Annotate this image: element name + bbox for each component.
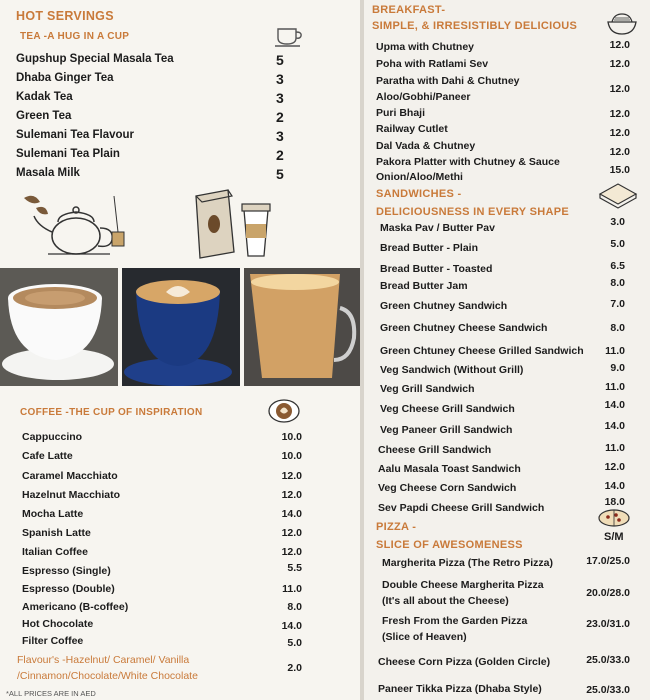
sandwich-item-name: Veg Sandwich (Without Grill) bbox=[380, 364, 524, 376]
sandwich-item-name: Veg Grill Sandwich bbox=[380, 383, 475, 395]
breakfast-bowl-icon bbox=[604, 8, 640, 38]
sandwich-item-price: 8.0 bbox=[610, 322, 625, 334]
tea-item-name: Masala Milk bbox=[16, 167, 80, 179]
sandwich-item-name: Sev Papdi Cheese Grill Sandwich bbox=[378, 502, 545, 514]
flavour-line-1: Flavour's -Hazelnut/ Caramel/ Vanilla bbox=[17, 654, 190, 666]
sandwich-item-name: Bread Butter Jam bbox=[380, 280, 468, 292]
price-footnote: *ALL PRICES ARE IN AED bbox=[6, 689, 96, 698]
latte-art-icon bbox=[266, 398, 302, 424]
pizza-item-name: Margherita Pizza (The Retro Pizza) bbox=[382, 557, 553, 569]
tea-item-price: 5 bbox=[276, 52, 284, 68]
sandwiches-title: SANDWICHES - bbox=[376, 188, 462, 200]
breakfast-subtitle: SIMPLE, & IRRESISTIBLY DELICIOUS bbox=[372, 20, 578, 32]
sandwich-item-price: 9.0 bbox=[610, 362, 625, 374]
sandwich-item-name: Bread Butter - Toasted bbox=[380, 263, 493, 275]
pizza-item-name-2: (Slice of Heaven) bbox=[382, 631, 467, 643]
sandwich-item-price: 11.0 bbox=[605, 345, 625, 357]
coffee-item-name: Hazelnut Macchiato bbox=[22, 489, 121, 501]
tea-item-name: Gupshup Special Masala Tea bbox=[16, 53, 174, 65]
coffee-item-price: 5.0 bbox=[287, 637, 302, 649]
sandwich-item-name: Cheese Grill Sandwich bbox=[378, 444, 492, 456]
sandwich-item-price: 14.0 bbox=[604, 480, 625, 492]
pizza-item-name-2: (It's all about the Cheese) bbox=[382, 595, 509, 607]
pizza-item-price: 25.0/33.0 bbox=[586, 654, 630, 666]
tea-item-price: 3 bbox=[276, 128, 284, 144]
coffee-item-price: 11.0 bbox=[282, 583, 302, 595]
latte-art-photo bbox=[122, 268, 240, 386]
breakfast-item-name: Pakora Platter with Chutney & Sauce bbox=[376, 156, 560, 168]
tea-item-price: 3 bbox=[276, 90, 284, 106]
sandwich-item-price: 8.0 bbox=[610, 277, 625, 289]
pizza-item-name: Cheese Corn Pizza (Golden Circle) bbox=[378, 656, 551, 668]
coffee-item-price: 12.0 bbox=[281, 527, 302, 539]
breakfast-item-price: 12.0 bbox=[609, 146, 630, 158]
sandwich-item-name: Maska Pav / Butter Pav bbox=[380, 222, 495, 234]
breakfast-item-price: 12.0 bbox=[609, 39, 630, 51]
tea-item-price: 3 bbox=[276, 71, 284, 87]
breakfast-item-name: Puri Bhaji bbox=[376, 107, 426, 119]
sandwich-item-price: 3.0 bbox=[610, 216, 625, 228]
coffee-item-name: Caramel Macchiato bbox=[22, 470, 118, 482]
coffee-item-price: 14.0 bbox=[281, 508, 302, 520]
tea-subtitle: TEA -A HUG IN A CUP bbox=[20, 31, 130, 42]
pizza-size-label: S/M bbox=[604, 531, 624, 543]
sandwich-item-price: 6.5 bbox=[610, 260, 625, 272]
coffee-item-price: 10.0 bbox=[281, 431, 302, 443]
breakfast-item-price: 15.0 bbox=[609, 164, 630, 176]
coffee-item-price: 5.5 bbox=[287, 562, 302, 574]
pizza-icon bbox=[596, 508, 632, 528]
coffee-item-name: Filter Coffee bbox=[22, 635, 84, 647]
hot-servings-title: HOT SERVINGS bbox=[16, 9, 114, 23]
coffee-item-name: Americano (B-coffee) bbox=[22, 601, 129, 613]
pizza-subtitle: SLICE OF AWESOMENESS bbox=[376, 539, 523, 551]
pizza-item-price: 23.0/31.0 bbox=[586, 618, 630, 630]
breakfast-item-name: Poha with Ratlami Sev bbox=[376, 58, 489, 70]
sandwich-item-price: 11.0 bbox=[605, 442, 625, 454]
coffee-item-price: 12.0 bbox=[281, 546, 302, 558]
breakfast-item-price: 12.0 bbox=[609, 58, 630, 70]
pizza-item-price: 20.0/28.0 bbox=[586, 587, 630, 599]
coffee-item-name: Cafe Latte bbox=[22, 450, 73, 462]
sandwich-item-name: Green Chtuney Cheese Grilled Sandwich bbox=[380, 345, 584, 357]
sandwich-item-name: Veg Cheese Corn Sandwich bbox=[378, 482, 517, 494]
sandwich-item-name: Aalu Masala Toast Sandwich bbox=[378, 463, 521, 475]
breakfast-item-price: 12.0 bbox=[609, 83, 630, 95]
sandwich-item-name: Green Chutney Sandwich bbox=[380, 300, 508, 312]
coffee-item-name: Espresso (Double) bbox=[22, 583, 115, 595]
sandwich-item-name: Green Chutney Cheese Sandwich bbox=[380, 322, 548, 334]
tea-item-price: 2 bbox=[276, 147, 284, 163]
coffee-item-price: 8.0 bbox=[287, 601, 302, 613]
breakfast-item-name-2: Aloo/Gobhi/Paneer bbox=[376, 91, 471, 103]
breakfast-item-name: Upma with Chutney bbox=[376, 41, 475, 53]
teapot-icon bbox=[18, 188, 138, 262]
sandwich-item-name: Veg Paneer Grill Sandwich bbox=[380, 424, 513, 436]
breakfast-item-price: 12.0 bbox=[609, 127, 630, 139]
sandwiches-subtitle: DELICIOUSNESS IN EVERY SHAPE bbox=[376, 206, 569, 218]
tea-item-price: 5 bbox=[276, 166, 284, 182]
tea-item-name: Green Tea bbox=[16, 110, 72, 122]
coffee-item-name: Mocha Latte bbox=[22, 508, 84, 520]
pizza-item-name: Paneer Tikka Pizza (Dhaba Style) bbox=[378, 683, 542, 695]
coffee-item-name: Spanish Latte bbox=[22, 527, 91, 539]
tea-item-name: Sulemani Tea Flavour bbox=[16, 129, 135, 141]
sandwich-item-name: Veg Cheese Grill Sandwich bbox=[380, 403, 515, 415]
coffee-bag-icon bbox=[188, 186, 278, 262]
sandwich-item-price: 14.0 bbox=[604, 399, 625, 411]
breakfast-item-name-2: Onion/Aloo/Methi bbox=[376, 171, 463, 183]
flavour-price: 2.0 bbox=[287, 662, 302, 674]
pizza-item-name: Fresh From the Garden Pizza bbox=[382, 615, 528, 627]
coffee-item-name: Espresso (Single) bbox=[22, 565, 111, 577]
tea-item-price: 2 bbox=[276, 109, 284, 125]
flavour-line-2: /Cinnamon/Chocolate/White Chocolate bbox=[17, 670, 198, 682]
coffee-item-price: 14.0 bbox=[281, 620, 302, 632]
breakfast-title: BREAKFAST- bbox=[372, 4, 446, 16]
pizza-title: PIZZA - bbox=[376, 521, 417, 533]
breakfast-item-name: Dal Vada & Chutney bbox=[376, 140, 476, 152]
pizza-item-price: 25.0/33.0 bbox=[586, 684, 630, 696]
cappuccino-photo bbox=[0, 268, 118, 386]
coffee-item-price: 12.0 bbox=[281, 489, 302, 501]
sandwich-item-price: 7.0 bbox=[610, 298, 625, 310]
coffee-item-price: 12.0 bbox=[281, 470, 302, 482]
tea-item-name: Dhaba Ginger Tea bbox=[16, 72, 114, 84]
tea-item-name: Sulemani Tea Plain bbox=[16, 148, 120, 160]
sandwich-icon bbox=[596, 180, 640, 210]
sandwich-item-price: 18.0 bbox=[604, 496, 625, 508]
sandwich-item-price: 11.0 bbox=[605, 381, 625, 393]
coffee-item-name: Cappuccino bbox=[22, 431, 83, 443]
sandwich-item-name: Bread Butter - Plain bbox=[380, 242, 479, 254]
coffee-title: COFFEE -THE CUP OF INSPIRATION bbox=[20, 407, 203, 418]
pizza-item-price: 17.0/25.0 bbox=[586, 555, 630, 567]
pizza-item-name: Double Cheese Margherita Pizza bbox=[382, 579, 544, 591]
breakfast-item-name: Railway Cutlet bbox=[376, 123, 448, 135]
coffee-item-price: 10.0 bbox=[281, 450, 302, 462]
tea-item-name: Kadak Tea bbox=[16, 91, 73, 103]
breakfast-item-price: 12.0 bbox=[609, 108, 630, 120]
sandwich-item-price: 14.0 bbox=[604, 420, 625, 432]
breakfast-item-name: Paratha with Dahi & Chutney bbox=[376, 75, 520, 87]
sandwich-item-price: 12.0 bbox=[604, 461, 625, 473]
sandwich-item-price: 5.0 bbox=[610, 238, 625, 250]
coffee-item-name: Italian Coffee bbox=[22, 546, 88, 558]
tea-cup-icon bbox=[274, 24, 304, 50]
glass-coffee-photo bbox=[244, 268, 360, 386]
coffee-item-name: Hot Chocolate bbox=[22, 618, 94, 630]
